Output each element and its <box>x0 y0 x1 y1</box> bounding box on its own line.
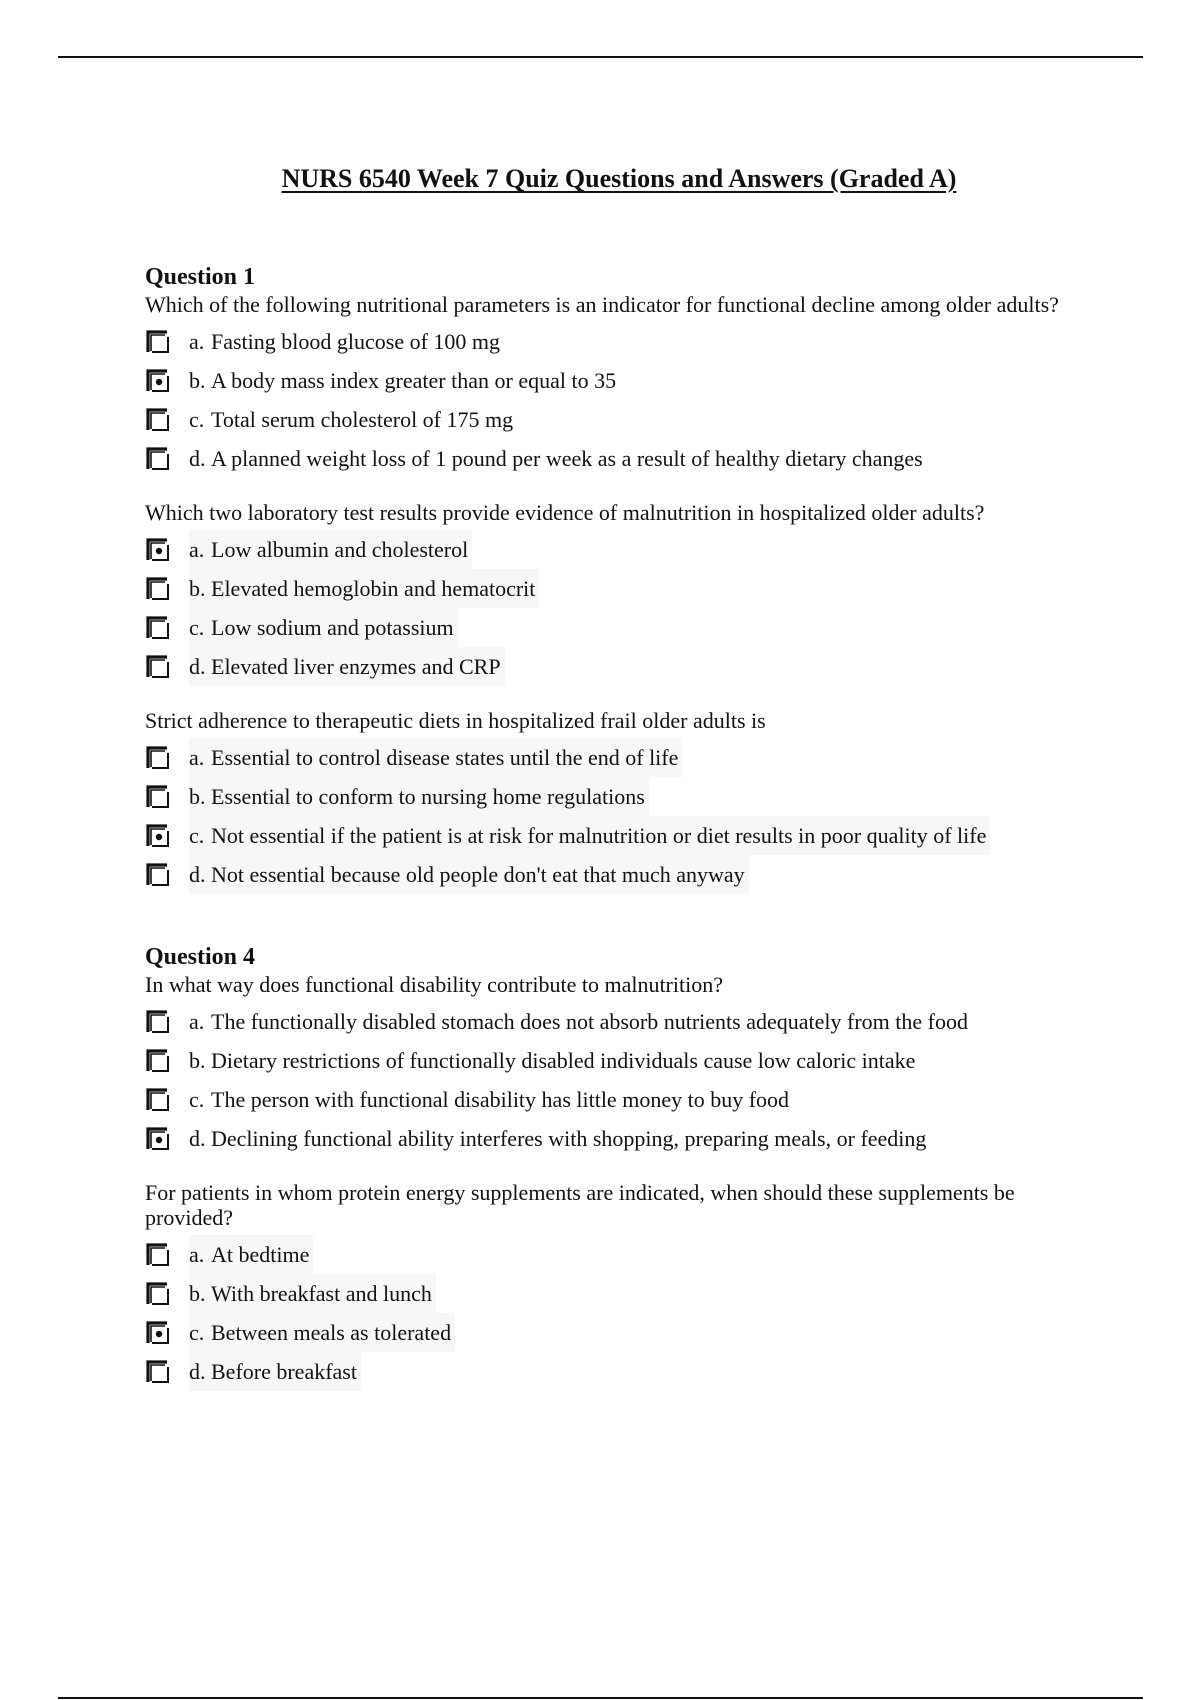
answer-option[interactable] <box>145 1313 455 1352</box>
question-4 <box>145 942 1090 1158</box>
top-rule <box>58 56 1143 58</box>
answer-option[interactable] <box>145 400 927 439</box>
answer-option[interactable] <box>145 1080 972 1119</box>
option-letter: a. <box>189 1241 205 1267</box>
option-text: Elevated liver enzymes and CRP <box>211 653 501 679</box>
option-text: Dietary restrictions of functionally disabled individuals cause low caloric intake <box>211 1047 916 1073</box>
radio-unselected-icon[interactable] <box>145 1048 171 1074</box>
option-letter: c. <box>189 614 205 640</box>
question-text: In what way does functional disability contribute to malnutrition? <box>145 972 723 997</box>
option-letter: c. <box>189 1319 205 1345</box>
option-text: A planned weight loss of 1 pound per week as a result of healthy dietary changes <box>211 445 923 471</box>
option-text: Not essential if the patient is at risk for malnutrition or diet results in poor quality of life <box>211 822 987 848</box>
radio-unselected-icon[interactable] <box>145 1009 171 1035</box>
radio-unselected-icon[interactable] <box>145 329 171 355</box>
quiz-content <box>145 262 1090 1391</box>
option-text: A body mass index greater than or equal to 35 <box>211 367 617 393</box>
answer-option[interactable] <box>145 608 539 647</box>
answer-option[interactable] <box>145 647 539 686</box>
option-text: Declining functional ability interferes with shopping, preparing meals, or feeding <box>211 1125 927 1151</box>
option-text: The person with functional disability has little money to buy food <box>211 1086 790 1112</box>
radio-unselected-icon[interactable] <box>145 615 171 641</box>
radio-selected-icon[interactable] <box>145 823 171 849</box>
question-heading: Question 4 <box>145 944 256 970</box>
answer-option[interactable] <box>145 569 539 608</box>
document-title: NURS 6540 Week 7 Quiz Questions and Answers (Graded A) <box>281 164 957 193</box>
option-text: Before breakfast <box>211 1358 357 1384</box>
option-text: Total serum cholesterol of 175 mg <box>211 406 514 432</box>
radio-unselected-icon[interactable] <box>145 1359 171 1385</box>
option-letter: c. <box>189 406 205 432</box>
radio-unselected-icon[interactable] <box>145 1087 171 1113</box>
question-text: Strict adherence to therapeutic diets in hospitalized frail older adults is <box>145 708 766 733</box>
radio-unselected-icon[interactable] <box>145 1242 171 1268</box>
question-5 <box>145 1180 1090 1391</box>
radio-unselected-icon[interactable] <box>145 784 171 810</box>
answer-option[interactable] <box>145 1002 972 1041</box>
option-letter: a. <box>189 536 205 562</box>
bottom-rule <box>58 1697 1143 1699</box>
radio-selected-icon[interactable] <box>145 368 171 394</box>
option-letter: b. <box>189 1280 206 1306</box>
option-text: Essential to conform to nursing home regulations <box>211 783 645 809</box>
option-letter: a. <box>189 1008 205 1034</box>
option-letter: d. <box>189 445 206 471</box>
option-letter: b. <box>189 1047 206 1073</box>
answer-options <box>145 1235 455 1391</box>
answer-option[interactable] <box>145 1274 455 1313</box>
option-letter: c. <box>189 822 205 848</box>
answer-options <box>145 322 927 478</box>
answer-option[interactable] <box>145 855 990 894</box>
radio-selected-icon[interactable] <box>145 1126 171 1152</box>
answer-option[interactable] <box>145 1041 972 1080</box>
option-text: Fasting blood glucose of 100 mg <box>211 328 501 354</box>
answer-option[interactable] <box>145 1235 455 1274</box>
radio-selected-icon[interactable] <box>145 1320 171 1346</box>
option-letter: b. <box>189 367 206 393</box>
answer-option[interactable] <box>145 361 927 400</box>
option-letter: b. <box>189 575 206 601</box>
answer-options <box>145 530 539 686</box>
answer-option[interactable] <box>145 1119 972 1158</box>
radio-unselected-icon[interactable] <box>145 407 171 433</box>
option-text: Low albumin and cholesterol <box>211 536 469 562</box>
option-letter: b. <box>189 783 206 809</box>
option-text: Between meals as tolerated <box>211 1319 452 1345</box>
radio-unselected-icon[interactable] <box>145 1281 171 1307</box>
option-text: At bedtime <box>211 1241 310 1267</box>
option-text: With breakfast and lunch <box>211 1280 432 1306</box>
answer-options <box>145 738 990 894</box>
radio-selected-icon[interactable] <box>145 537 171 563</box>
radio-unselected-icon[interactable] <box>145 446 171 472</box>
option-letter: c. <box>189 1086 205 1112</box>
radio-unselected-icon[interactable] <box>145 745 171 771</box>
answer-option[interactable] <box>145 1352 455 1391</box>
answer-option[interactable] <box>145 738 990 777</box>
option-letter: d. <box>189 861 206 887</box>
option-text: Elevated hemoglobin and hematocrit <box>211 575 536 601</box>
radio-unselected-icon[interactable] <box>145 576 171 602</box>
question-2 <box>145 500 1090 686</box>
answer-option[interactable] <box>145 530 539 569</box>
question-3 <box>145 708 1090 894</box>
question-heading: Question 1 <box>145 264 256 290</box>
answer-options <box>145 1002 972 1158</box>
answer-option[interactable] <box>145 777 990 816</box>
option-text: Essential to control disease states until the end of life <box>211 744 679 770</box>
radio-unselected-icon[interactable] <box>145 862 171 888</box>
option-text: Low sodium and potassium <box>211 614 454 640</box>
option-letter: a. <box>189 328 205 354</box>
option-letter: d. <box>189 1358 206 1384</box>
radio-unselected-icon[interactable] <box>145 654 171 680</box>
option-letter: d. <box>189 653 206 679</box>
question-text: Which two laboratory test results provide evidence of malnutrition in hospitalized older adults? <box>145 500 985 525</box>
answer-option[interactable] <box>145 439 927 478</box>
question-text: For patients in whom protein energy supplements are indicated, when should these supplements be provided? <box>145 1180 1015 1230</box>
option-text: Not essential because old people don't eat that much anyway <box>211 861 745 887</box>
question-1 <box>145 262 1090 478</box>
option-letter: a. <box>189 744 205 770</box>
option-text: The functionally disabled stomach does not absorb nutrients adequately from the food <box>211 1008 968 1034</box>
answer-option[interactable] <box>145 322 927 361</box>
question-text: Which of the following nutritional parameters is an indicator for functional decline among older adults? <box>145 292 1059 317</box>
option-letter: d. <box>189 1125 206 1151</box>
answer-option[interactable] <box>145 816 990 855</box>
